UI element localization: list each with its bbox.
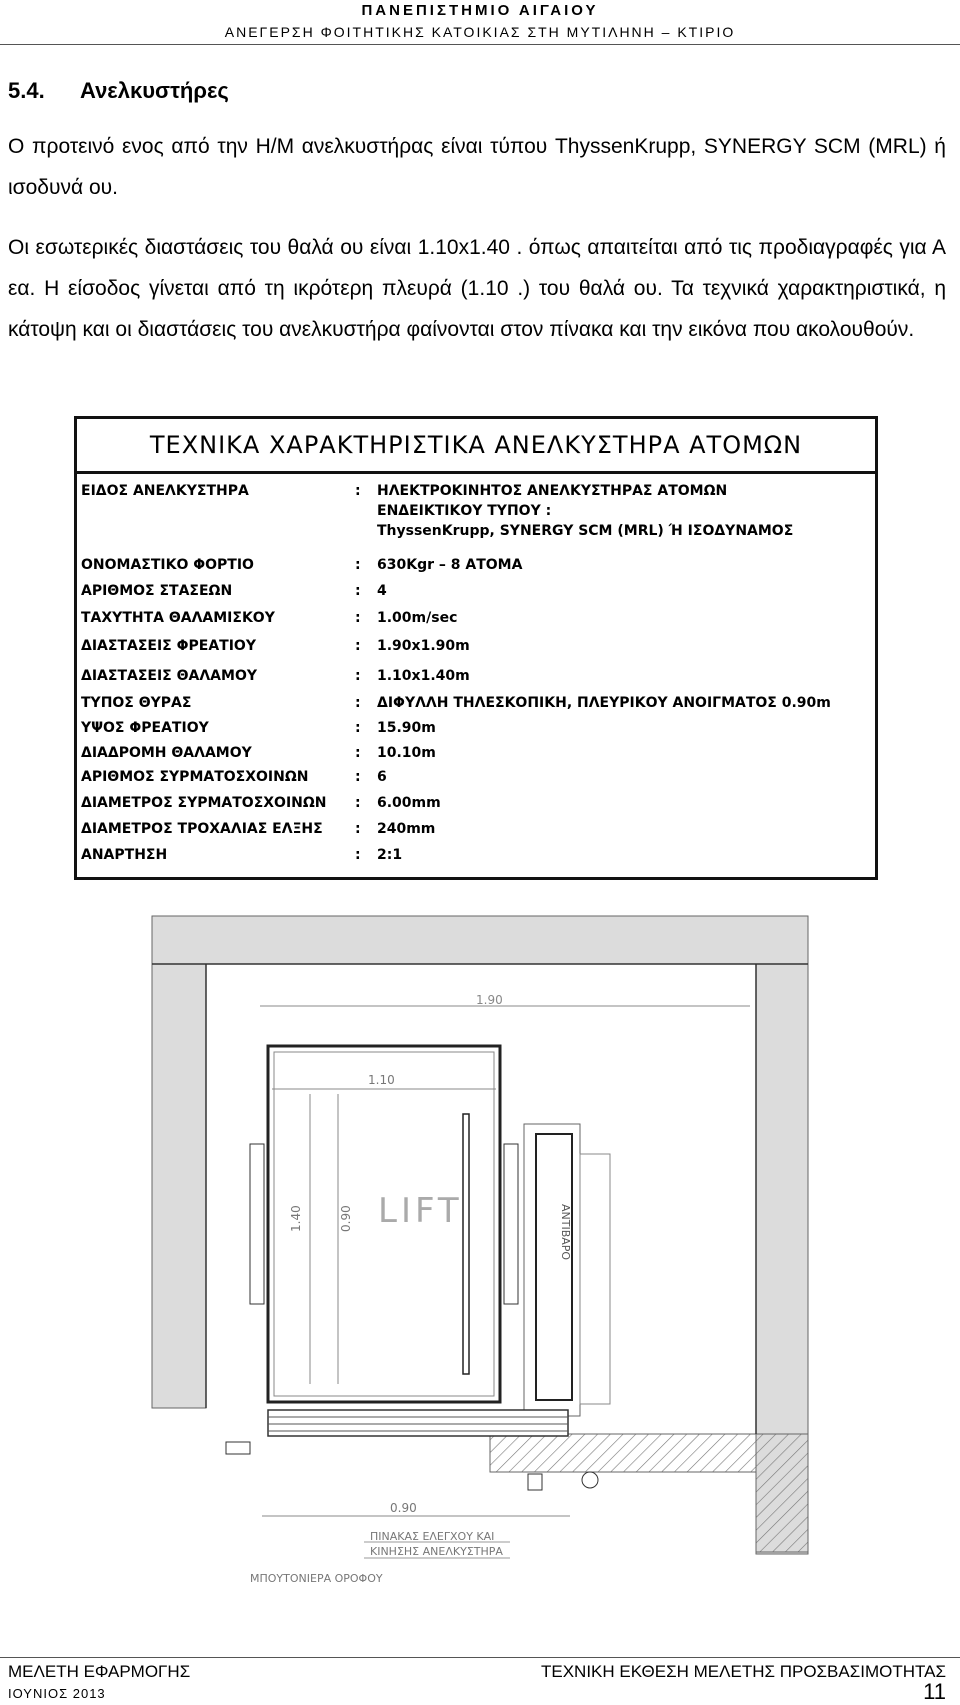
lift-floor-plan xyxy=(150,914,810,1585)
paragraph-2: Οι εσωτερικές διαστάσεις του θαλά ου είναι 1.10x1.40 . όπως απαιτείται από τις προδιαγραφές για Α εα. Η είσοδος γίνεται από τη ικρότερη πλευρά (1.10 .) του θαλά ου. Τα τεχνικά χαρακτηριστικά, η κάτοψη και οι διαστάσεις του ανελκυστήρα φαίνονται στον πίνακα και την εικόνα που ακολουθούν. xyxy=(8,236,946,341)
counterweight xyxy=(536,1134,572,1400)
spec-table xyxy=(74,416,878,880)
wall-left xyxy=(152,964,206,1408)
control-knob xyxy=(582,1472,598,1488)
control-panel-label-1: ΠΙΝΑΚΑΣ ΕΛΕΓΧΟΥ ΚΑΙ xyxy=(370,1530,495,1543)
button-panel xyxy=(528,1474,542,1490)
spec-label: ΑΡΙΘΜΟΣ ΣΤΑΣΕΩΝ xyxy=(81,583,233,599)
header-rule xyxy=(0,44,960,45)
spec-row: ΟΝΟΜΑΣΤΙΚΟ ΦΟΡΤΙΟ : 630Kgr – 8 ΑΤΟΜΑ xyxy=(81,557,523,573)
hatched-corner xyxy=(756,1434,808,1552)
control-panel-label-2: ΚΙΝΗΣΗΣ ΑΝΕΛΚΥΣΤΗΡΑ xyxy=(370,1545,503,1558)
spec-value: 630Kgr – 8 ΑΤΟΜΑ xyxy=(377,557,523,573)
spec-row: ΤΑΧΥΤΗΤΑ ΘΑΛΑΜΙΣΚΟΥ : 1.00m/sec xyxy=(81,610,458,626)
counterweight-label: ΑΝΤΙΒΑΡΟ xyxy=(559,1204,572,1261)
spec-label: ΔΙΑΜΕΤΡΟΣ ΤΡΟΧΑΛΙΑΣ ΕΛΞΗΣ xyxy=(81,821,323,837)
spec-row-type: ΕΙΔΟΣ ΑΝΕΛΚΥΣΤΗΡΑ : ΗΛΕΚΤΡΟΚΙΝΗΤΟΣ ΑΝΕΛΚΥΣΤΗΡΑΣ ΑΤΟΜΩΝ xyxy=(81,483,728,499)
spec-row: ΑΡΙΘΜΟΣ ΣΥΡΜΑΤΟΣΧΟΙΝΩΝ : 6 xyxy=(81,769,387,785)
spec-row: ΔΙΑΣΤΑΣΕΙΣ ΘΑΛΑΜΟΥ : 1.10x1.40m xyxy=(81,668,470,684)
spec-value: 1.10x1.40m xyxy=(377,668,470,684)
spec-value: 6.00mm xyxy=(377,795,441,811)
spec-value: 10.10m xyxy=(377,745,436,761)
spec-value: 4 xyxy=(377,583,387,599)
dim-inner: 0.90 xyxy=(339,1205,353,1232)
footer-left: ΜΕΛΕΤΗ ΕΦΑΡΜΟΓΗΣ xyxy=(8,1662,191,1681)
spec-label: ΕΙΔΟΣ ΑΝΕΛΚΥΣΤΗΡΑ xyxy=(81,483,249,499)
spec-value: ThyssenKrupp, SYNERGY SCM (MRL) Ή ΙΣΟΔΥΝΑΜΟΣ xyxy=(377,523,794,539)
spec-row-type-2 xyxy=(81,503,551,519)
spec-label: ΔΙΑΔΡΟΜΗ ΘΑΛΑΜΟΥ xyxy=(81,745,252,761)
hatched-slab xyxy=(490,1434,756,1472)
header-project: ΑΝΕΓΕΡΣΗ ΦΟΙΤΗΤΙΚΗΣ ΚΑΤΟΙΚΙΑΣ ΣΤΗ ΜΥΤΙΛΗΝΗ – ΚΤΙΡΙΟ xyxy=(224,24,736,40)
spec-label: ΑΝΑΡΤΗΣΗ xyxy=(81,847,168,863)
spec-label: ΔΙΑΜΕΤΡΟΣ ΣΥΡΜΑΤΟΣΧΟΙΝΩΝ xyxy=(81,795,327,811)
dim-shaft-width: 1.90 xyxy=(476,993,503,1007)
right-bracket xyxy=(580,1154,610,1404)
section-title: Ανελκυστήρες xyxy=(80,78,229,103)
spec-label: ΤΥΠΟΣ ΘΥΡΑΣ xyxy=(81,695,192,711)
spec-row: ΔΙΑΜΕΤΡΟΣ ΣΥΡΜΑΤΟΣΧΟΙΝΩΝ : 6.00mm xyxy=(81,795,441,811)
dim-door: 0.90 xyxy=(390,1501,417,1515)
paragraph-1: Ο προτεινό ενος από την Η/Μ ανελκυστήρας είναι τύπου ThyssenKrupp, SYNERGY SCM (MRL) ή ισοδυνά ου. xyxy=(8,135,946,199)
page-number: 11 xyxy=(923,1679,946,1704)
spec-value: 1.00m/sec xyxy=(377,610,458,626)
spec-label: ΟΝΟΜΑΣΤΙΚΟ ΦΟΡΤΙΟ xyxy=(81,557,254,573)
spec-label: ΔΙΑΣΤΑΣΕΙΣ ΘΑΛΑΜΟΥ xyxy=(81,668,257,684)
section-number: 5.4. xyxy=(8,78,45,103)
spec-label: ΑΡΙΘΜΟΣ ΣΥΡΜΑΤΟΣΧΟΙΝΩΝ xyxy=(81,769,309,785)
dim-car-depth: 1.40 xyxy=(289,1205,303,1232)
footer-rule xyxy=(0,1657,960,1658)
spec-value: 2:1 xyxy=(377,847,403,863)
wall-top xyxy=(152,916,808,964)
spec-row: ΤΥΠΟΣ ΘΥΡΑΣ : ΔΙΦΥΛΛΗ ΤΗΛΕΣΚΟΠΙΚΗ, ΠΛΕΥΡΙΚΟΥ ΑΝΟΙΓΜΑΤΟΣ 0.90m xyxy=(81,695,831,711)
right-guide-rail xyxy=(504,1144,518,1304)
spec-row-type-3 xyxy=(81,523,793,539)
spec-value: 1.90x1.90m xyxy=(377,638,470,654)
spec-row: ΥΨΟΣ ΦΡΕΑΤΙΟΥ : 15.90m xyxy=(81,720,436,736)
left-guide-rail xyxy=(250,1144,264,1304)
door-sill xyxy=(268,1410,568,1436)
spec-row: ΑΝΑΡΤΗΣΗ : 2:1 xyxy=(81,847,403,863)
spec-row: ΑΡΙΘΜΟΣ ΣΤΑΣΕΩΝ : 4 xyxy=(81,583,387,599)
spec-row: ΔΙΑΔΡΟΜΗ ΘΑΛΑΜΟΥ : 10.10m xyxy=(81,745,436,761)
spec-value: 6 xyxy=(377,769,387,785)
spec-table-title: ΤΕΧΝΙΚΑ ΧΑΡΑΚΤΗΡΙΣΤΙΚΑ ΑΝΕΛΚΥΣΤΗΡΑ ΑΤΟΜΩΝ xyxy=(77,419,875,474)
spec-row: ΔΙΑΣΤΑΣΕΙΣ ΦΡΕΑΤΙΟΥ : 1.90x1.90m xyxy=(81,638,470,654)
spec-value: ΕΝΔΕΙΚΤΙΚΟΥ ΤΥΠΟΥ : xyxy=(377,503,552,519)
footer-date: ΙΟΥΝΙΟΣ 2013 xyxy=(8,1686,106,1701)
section-heading xyxy=(8,78,229,104)
spec-value: 240mm xyxy=(377,821,436,837)
door-jamb-left xyxy=(226,1442,250,1454)
dim-car-width: 1.10 xyxy=(368,1073,395,1087)
spec-label: ΤΑΧΥΤΗΤΑ ΘΑΛΑΜΙΣΚΟΥ xyxy=(81,610,275,626)
header-university: ΠΑΝΕΠΙΣΤΗΜΙΟ ΑΙΓΑΙΟΥ xyxy=(361,2,599,19)
spec-label: ΥΨΟΣ ΦΡΕΑΤΙΟΥ xyxy=(81,720,209,736)
lift-label: LIFT xyxy=(378,1191,463,1231)
spec-label: ΔΙΑΣΤΑΣΕΙΣ ΦΡΕΑΤΙΟΥ xyxy=(81,638,256,654)
spec-value: ΗΛΕΚΤΡΟΚΙΝΗΤΟΣ ΑΝΕΛΚΥΣΤΗΡΑΣ ΑΤΟΜΩΝ xyxy=(377,483,728,499)
button-panel-label: ΜΠΟΥΤΟΝΙΕΡΑ ΟΡΟΦΟΥ xyxy=(250,1572,383,1585)
footer-right: ΤΕΧΝΙΚΗ ΕΚΘΕΣΗ ΜΕΛΕΤΗΣ ΠΡΟΣΒΑΣΙΜΟΤΗΤΑΣ xyxy=(541,1662,946,1681)
spec-value: ΔΙΦΥΛΛΗ ΤΗΛΕΣΚΟΠΙΚΗ, ΠΛΕΥΡΙΚΟΥ ΑΝΟΙΓΜΑΤΟΣ 0.90m xyxy=(377,695,831,711)
spec-value: 15.90m xyxy=(377,720,436,736)
spec-row: ΔΙΑΜΕΤΡΟΣ ΤΡΟΧΑΛΙΑΣ ΕΛΞΗΣ : 240mm xyxy=(81,821,436,837)
